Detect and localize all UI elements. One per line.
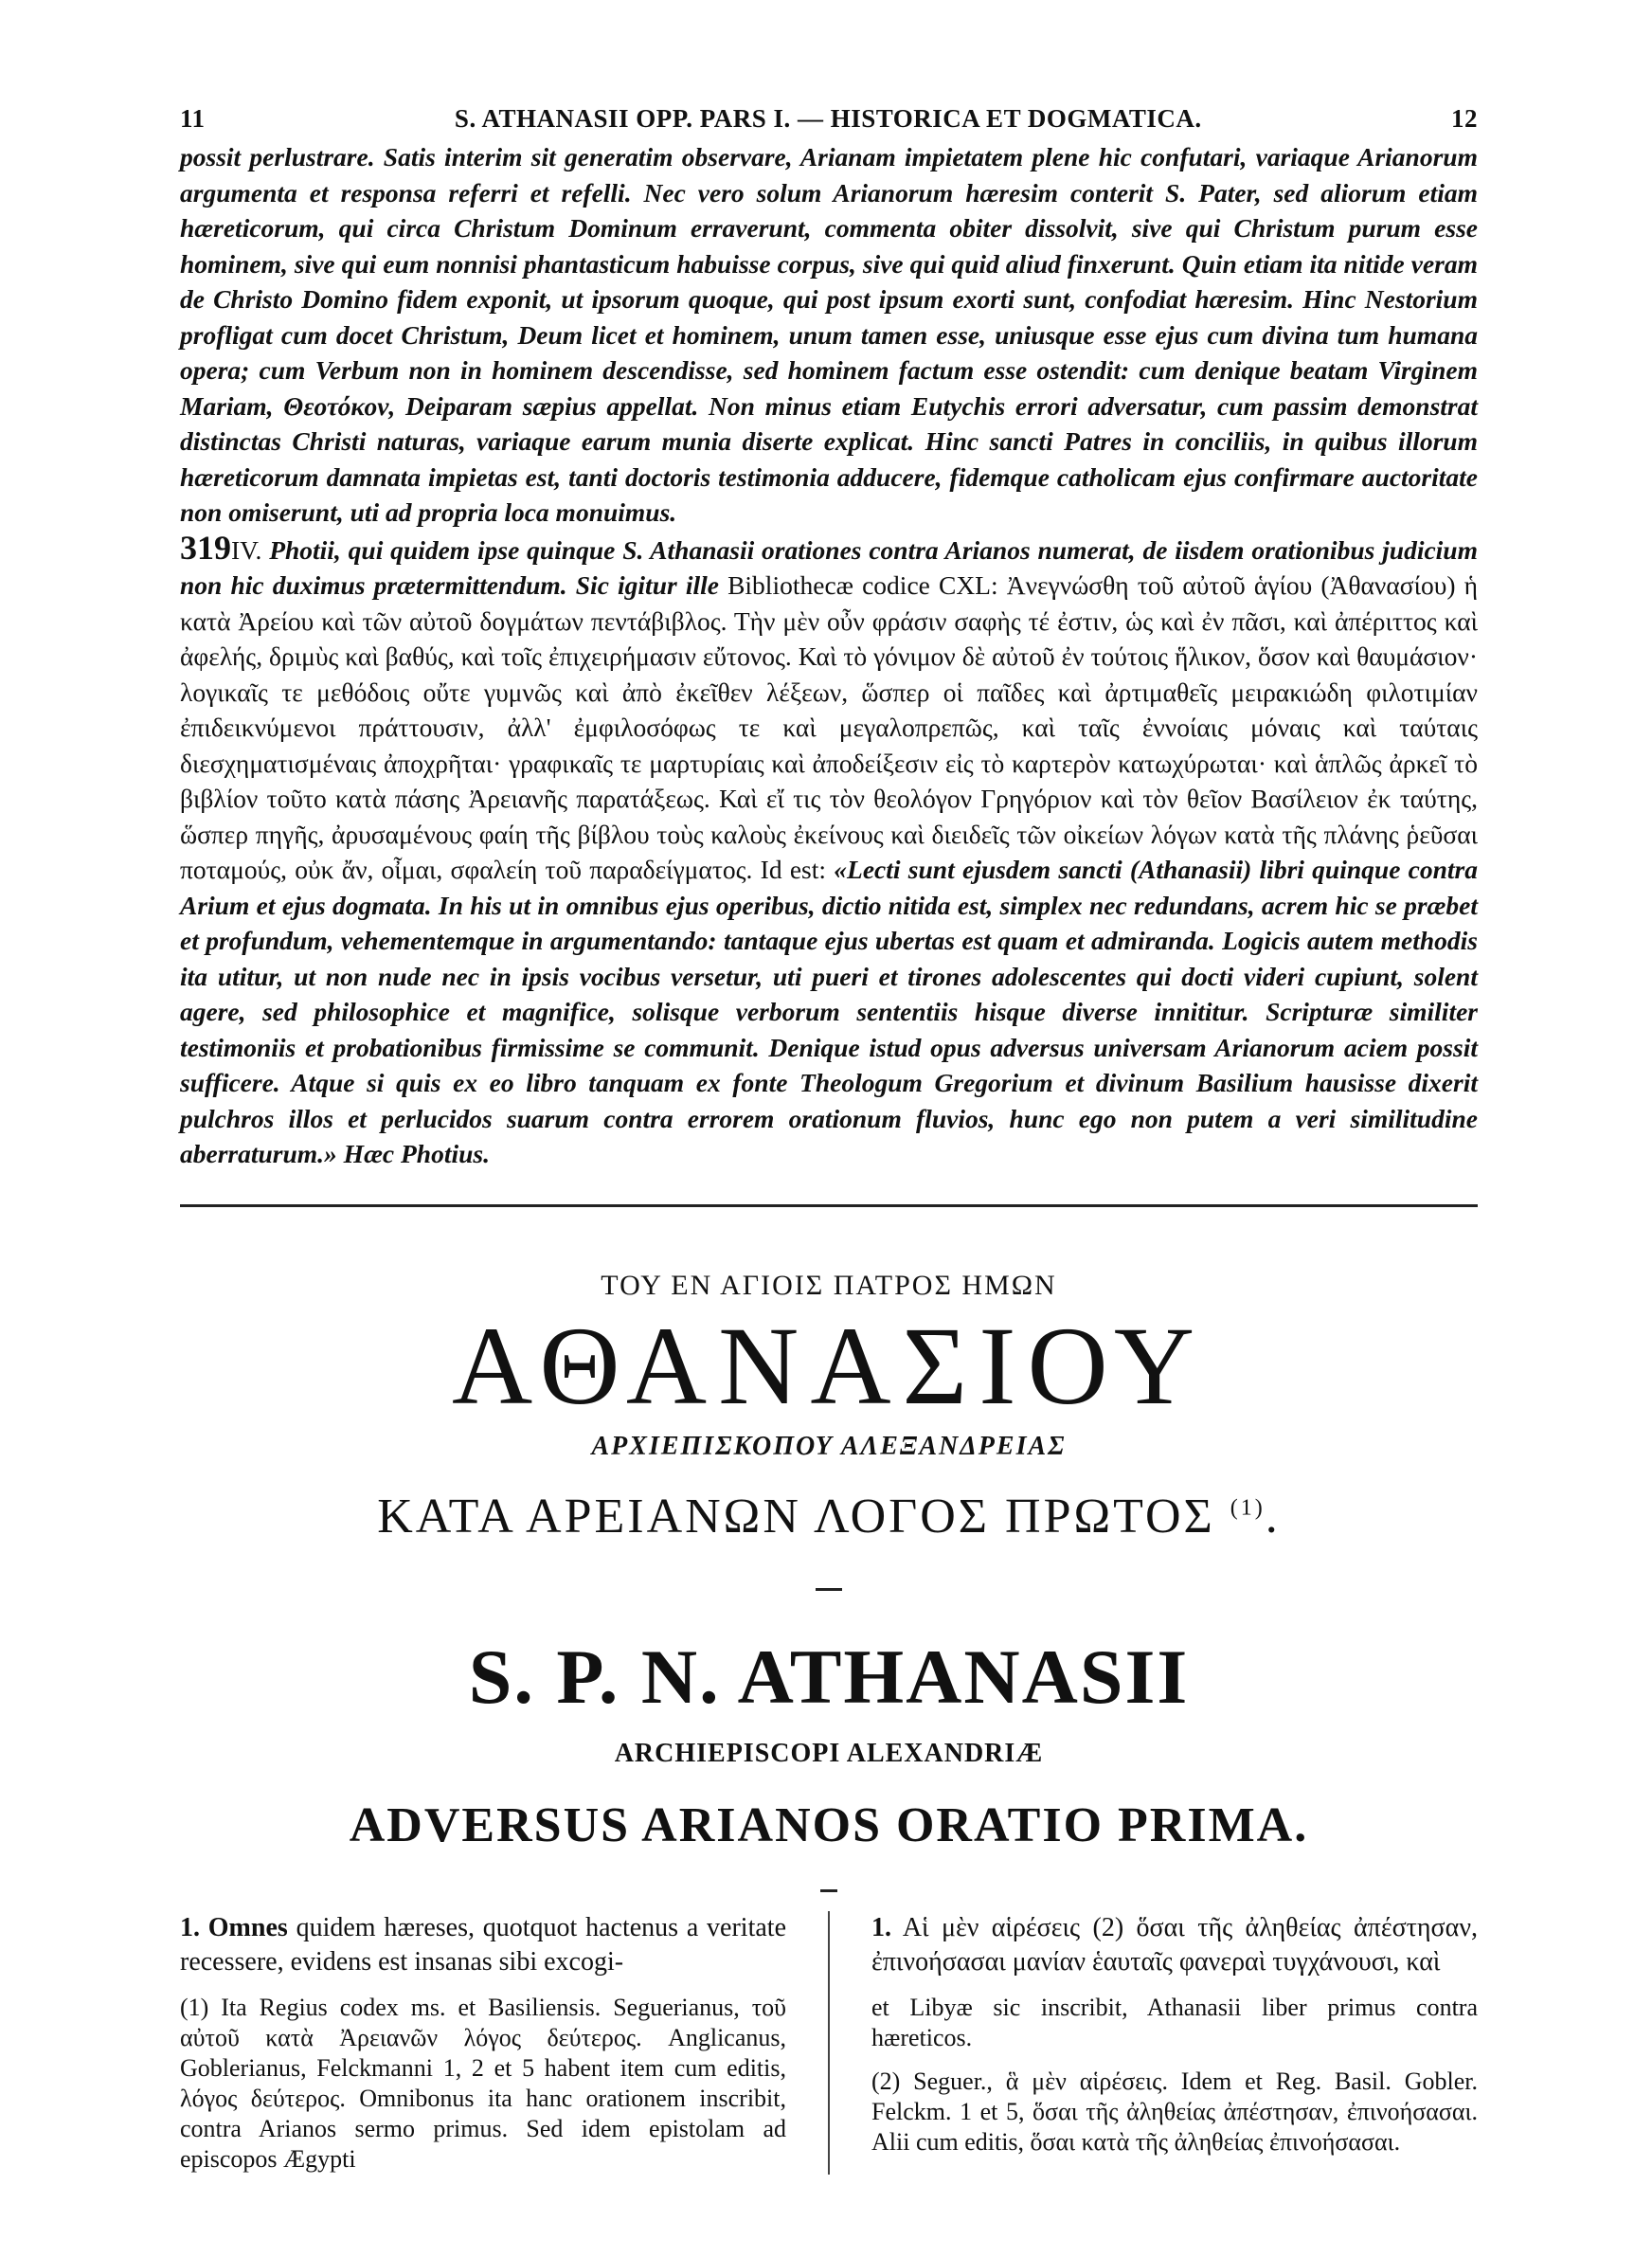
right-body: Αἱ μὲν αἱρέσεις (2) ὅσαι τῆς ἀληθείας ἀπέστησαν, ἐπινοήσασαι μανίαν ἑαυταῖς φανεραὶ τυγχάνουσι, καὶ: [871, 1913, 1478, 1977]
dash-divider: [816, 1588, 842, 1591]
left-lead: 1. Omnes: [180, 1913, 288, 1943]
divider-rule: [180, 1204, 1478, 1207]
intro-paragraph: possit perlustrare. Satis interim sit generatim observare, Arianam impietatem plene hic confutari, variaque Arianorum argumenta et responsa referri et refelli. Nec vero solum Arianorum hæresim conterit S. Pater, sed aliorum etiam hæreticorum, qui circa Christum Dominum erraverunt, commenta obiter dissolvit, sive qui Christum purum esse hominem, sive qui eum nonnisi phantasticum habuisse corpus, sive qui quid aliud finxerunt. Quin etiam ita nitide veram de Christo Domino fidem exponit, ut ipsorum quoque, qui post ipsum exorti sunt, confodiat hæresim. Hinc Nestorium profligat cum docet Christum, Deum licet et hominem, unum tamen esse, uniusque esse ejus cum divina tum humana opera; cum Verbum non in hominem descendisse, sed hominem factum esse ostendit: cum denique beatam Virginem Mariam, Θεοτόκον, Deiparam sæpius appellat. Non minus etiam Eutychis errori adversatur, cum passim demonstrat distinctas Christi naturas, variaque earum munia diserte explicat. Hinc sancti Patres in conciliis, in quibus illorum hæreticorum damnata impietas est, tanti doctoris testimonia adducere, fidemque catholicam ejus confirmare auctoritate non omiserunt, uti ad propria loca monuimus.: [180, 142, 1478, 527]
greek-heading-line1: ΤΟΥ ΕΝ ΑΓΙΟΙΣ ΠΑΤΡΟΣ ΗΜΩΝ: [601, 1269, 1057, 1301]
greek-quote: Ἀνεγνώσθη τοῦ αὐτοῦ ἁγίου (Ἀθανασίου) ἡ κατὰ Ἀρείου καὶ τῶν αὐτοῦ δογμάτων πεντάβιβλος. Τὴν μὲν οὖν φράσιν σαφὴς τέ ἐστιν, ὡς καὶ ἐν πᾶσι, καὶ ἀπέριττος καὶ ἀφελής, δριμὺς καὶ βαθύς, καὶ τοῖς ἐπιχειρήμασιν εὔτονος. Καὶ τὸ γόνιμον δὲ αὐτοῦ ἐν τούτοις ἥλικον, ὅσον καὶ θαυμάσιον· λογικαῖς τε μεθόδοις οὔτε γυμνῶς καὶ ἀπὸ ἐκεῖθεν λέξεων, ὥσπερ οἱ παῖδες καὶ ἀρτιμαθεῖς μειρακιώδη φιλοτιμίαν ἐπιδεικνύμενοι πράττουσιν, ἀλλ' ἐμφιλοσόφως τε καὶ μεγαλοπρεπῶς, καὶ ταῖς ἐννοίαις μόναις καὶ ταύταις διεσχηματισμέναις ἀποχρῆται· γραφικαῖς τε μαρτυρίαις καὶ ἀποδείξεσιν εἰς τὸ καρτερὸν κατωχύρωται· καὶ ἁπλῶς ἀρκεῖ τὸ βιβλίον τοῦτο κατὰ πάσης Ἀρειανῆς παρατάξεως. Καὶ εἴ τις τὸν θεολόγον Γρηγόριον καὶ τὸν θεῖον Βασίλειον ἐκ ταύτης, ὥσπερ πηγῆς, ἀρυσαμένους φαίη τῆς βίβλου τοὺς καλοὺς ἐκείνους καὶ διειδεῖς τῶν οἰκείων λόγων κατὰ τῆς πλάνης ῥεῦσαι ποταμούς, οὐκ ἄν, οἶμαι, σφαλείη τοῦ παραδείγματος.: [180, 570, 1479, 884]
page: [180, 104, 1478, 2175]
left-footnote: [180, 1993, 786, 2175]
right-column: [871, 1911, 1478, 2175]
left-footnote-text: Ita Regius codex ms. et Basiliensis. Seguerianus, τοῦ αὐτοῦ κατὰ Ἀρειανῶν λόγος δεύτερος. Anglicanus, Goblerianus, Felckmanni 1, 2 et 5 habent item cum editis, λόγος δεύτερος. Omnibonus ita hanc orationem inscribit, contra Arianos sermo primus. Sed idem epistolam ad episcopos Ægypti: [180, 1994, 787, 2174]
left-column-text: [180, 1911, 786, 1979]
right-column-text: [871, 1911, 1478, 1979]
section-text-b: «Lecti sunt ejusdem sancti (Athanasii) libri quinque contra Arium et ejus dogmata. In his ut in omnibus ejus operibus, dictio nitida est, simplex nec redundans, acrem hic se præbet et profundum, vehementemque in argumentando: tantaque ejus ubertas est quam et admiranda. Logicis autem methodis ita utitur, ut non nude nec in ipsis vocibus versetur, uti pueri et tirones adolescentes qui docti videri cupiunt, solent agere, sed philosophice et magnifice, solisque verborum sententiis hisque diverse innititur. Scripturæ similiter testimoniis et probationibus firmissime se communit. Denique istud opus adversus universam Arianorum aciem possit sufficere. Atque si quis ex eo libro tanquam ex fonte Theologum Gregorium et divinum Basilium hausisse dixerit pulchros illos et perlucidos suarum contra errorem orationum fluvios, hunc ego non putem a veri similitudine aberraturum.» Hæc Photius.: [180, 855, 1479, 1168]
dash-divider-small: [820, 1889, 837, 1892]
left-footnote-num: (1): [180, 1994, 209, 2022]
section-roman: IV.: [231, 534, 262, 565]
section-number: 319: [180, 528, 231, 567]
running-title: S. ATHANASII OPP. PARS I. — HISTORICA ET DOGMATICA.: [454, 104, 1202, 133]
latin-heading-title: ADVERSUS ARIANOS ORATIO PRIMA.: [349, 1798, 1309, 1853]
left-column: [180, 1911, 786, 2175]
greek-heading-title: ΚΑΤΑ ΑΡΕΙΑΝΩΝ ΛΟΓΟΣ ΠΡΩΤΟΣ $^{(1)}$.: [377, 1490, 1281, 1544]
right-footnote-cont: et Libyæ sic inscribit, Athanasii liber primus contra hæreticos.: [871, 1994, 1478, 2052]
page-number-right: 12: [1451, 104, 1478, 133]
section-text-a: Photii, qui quidem ipse quinque S. Athanasii orationes contra Arianos numerat, de iisdem orationibus judicium non hic duximus prætermittendum. Sic igitur ille: [180, 534, 1478, 600]
column-separator: [828, 1911, 830, 2175]
greek-heading-line3: ΑΡΧΙΕΠΙΣΚΟΠΟΥ ΑΛΕΞΑΝΔΡΕΙΑΣ: [591, 1432, 1067, 1462]
left-body: quidem hæreses, quotquot hactenus a veritate recessere, evidens est insanas sibi excogi-: [180, 1913, 786, 1977]
two-column-text: [180, 1911, 1478, 2175]
latin-heading-name: S. P. N. ATHANASII: [468, 1634, 1190, 1721]
greek-title-note: (1): [1230, 1496, 1266, 1522]
page-number-left: 11: [180, 104, 206, 133]
right-footnote-2: (2) Seguer., ἃ μὲν αἱρέσεις. Idem et Reg. Basil. Gobler. Felckm. 1 et 5, ὅσαι τῆς ἀληθείας ἀπέστησαν, ἐπινοήσασαι. Alii cum editis, ὅσαι κατὰ τῆς ἀληθείας ἐπινοήσασαι.: [871, 2067, 1478, 2157]
greek-heading-name: ΑΘΑΝΑΣΙΟΥ: [451, 1303, 1207, 1428]
right-lead: 1.: [871, 1913, 891, 1943]
biblio-ref: Bibliothecæ codice CXL:: [727, 570, 998, 600]
running-head: [180, 104, 1478, 134]
id-est: Id est:: [760, 855, 827, 884]
greek-title-text: ΚΑΤΑ ΑΡΕΙΑΝΩΝ ΛΟΓΟΣ ΠΡΩΤΟΣ: [377, 1490, 1215, 1544]
latin-heading-line2: ARCHIEPISCOPI ALEXANDRIÆ: [614, 1739, 1044, 1769]
section-paragraph: [180, 528, 1479, 1172]
